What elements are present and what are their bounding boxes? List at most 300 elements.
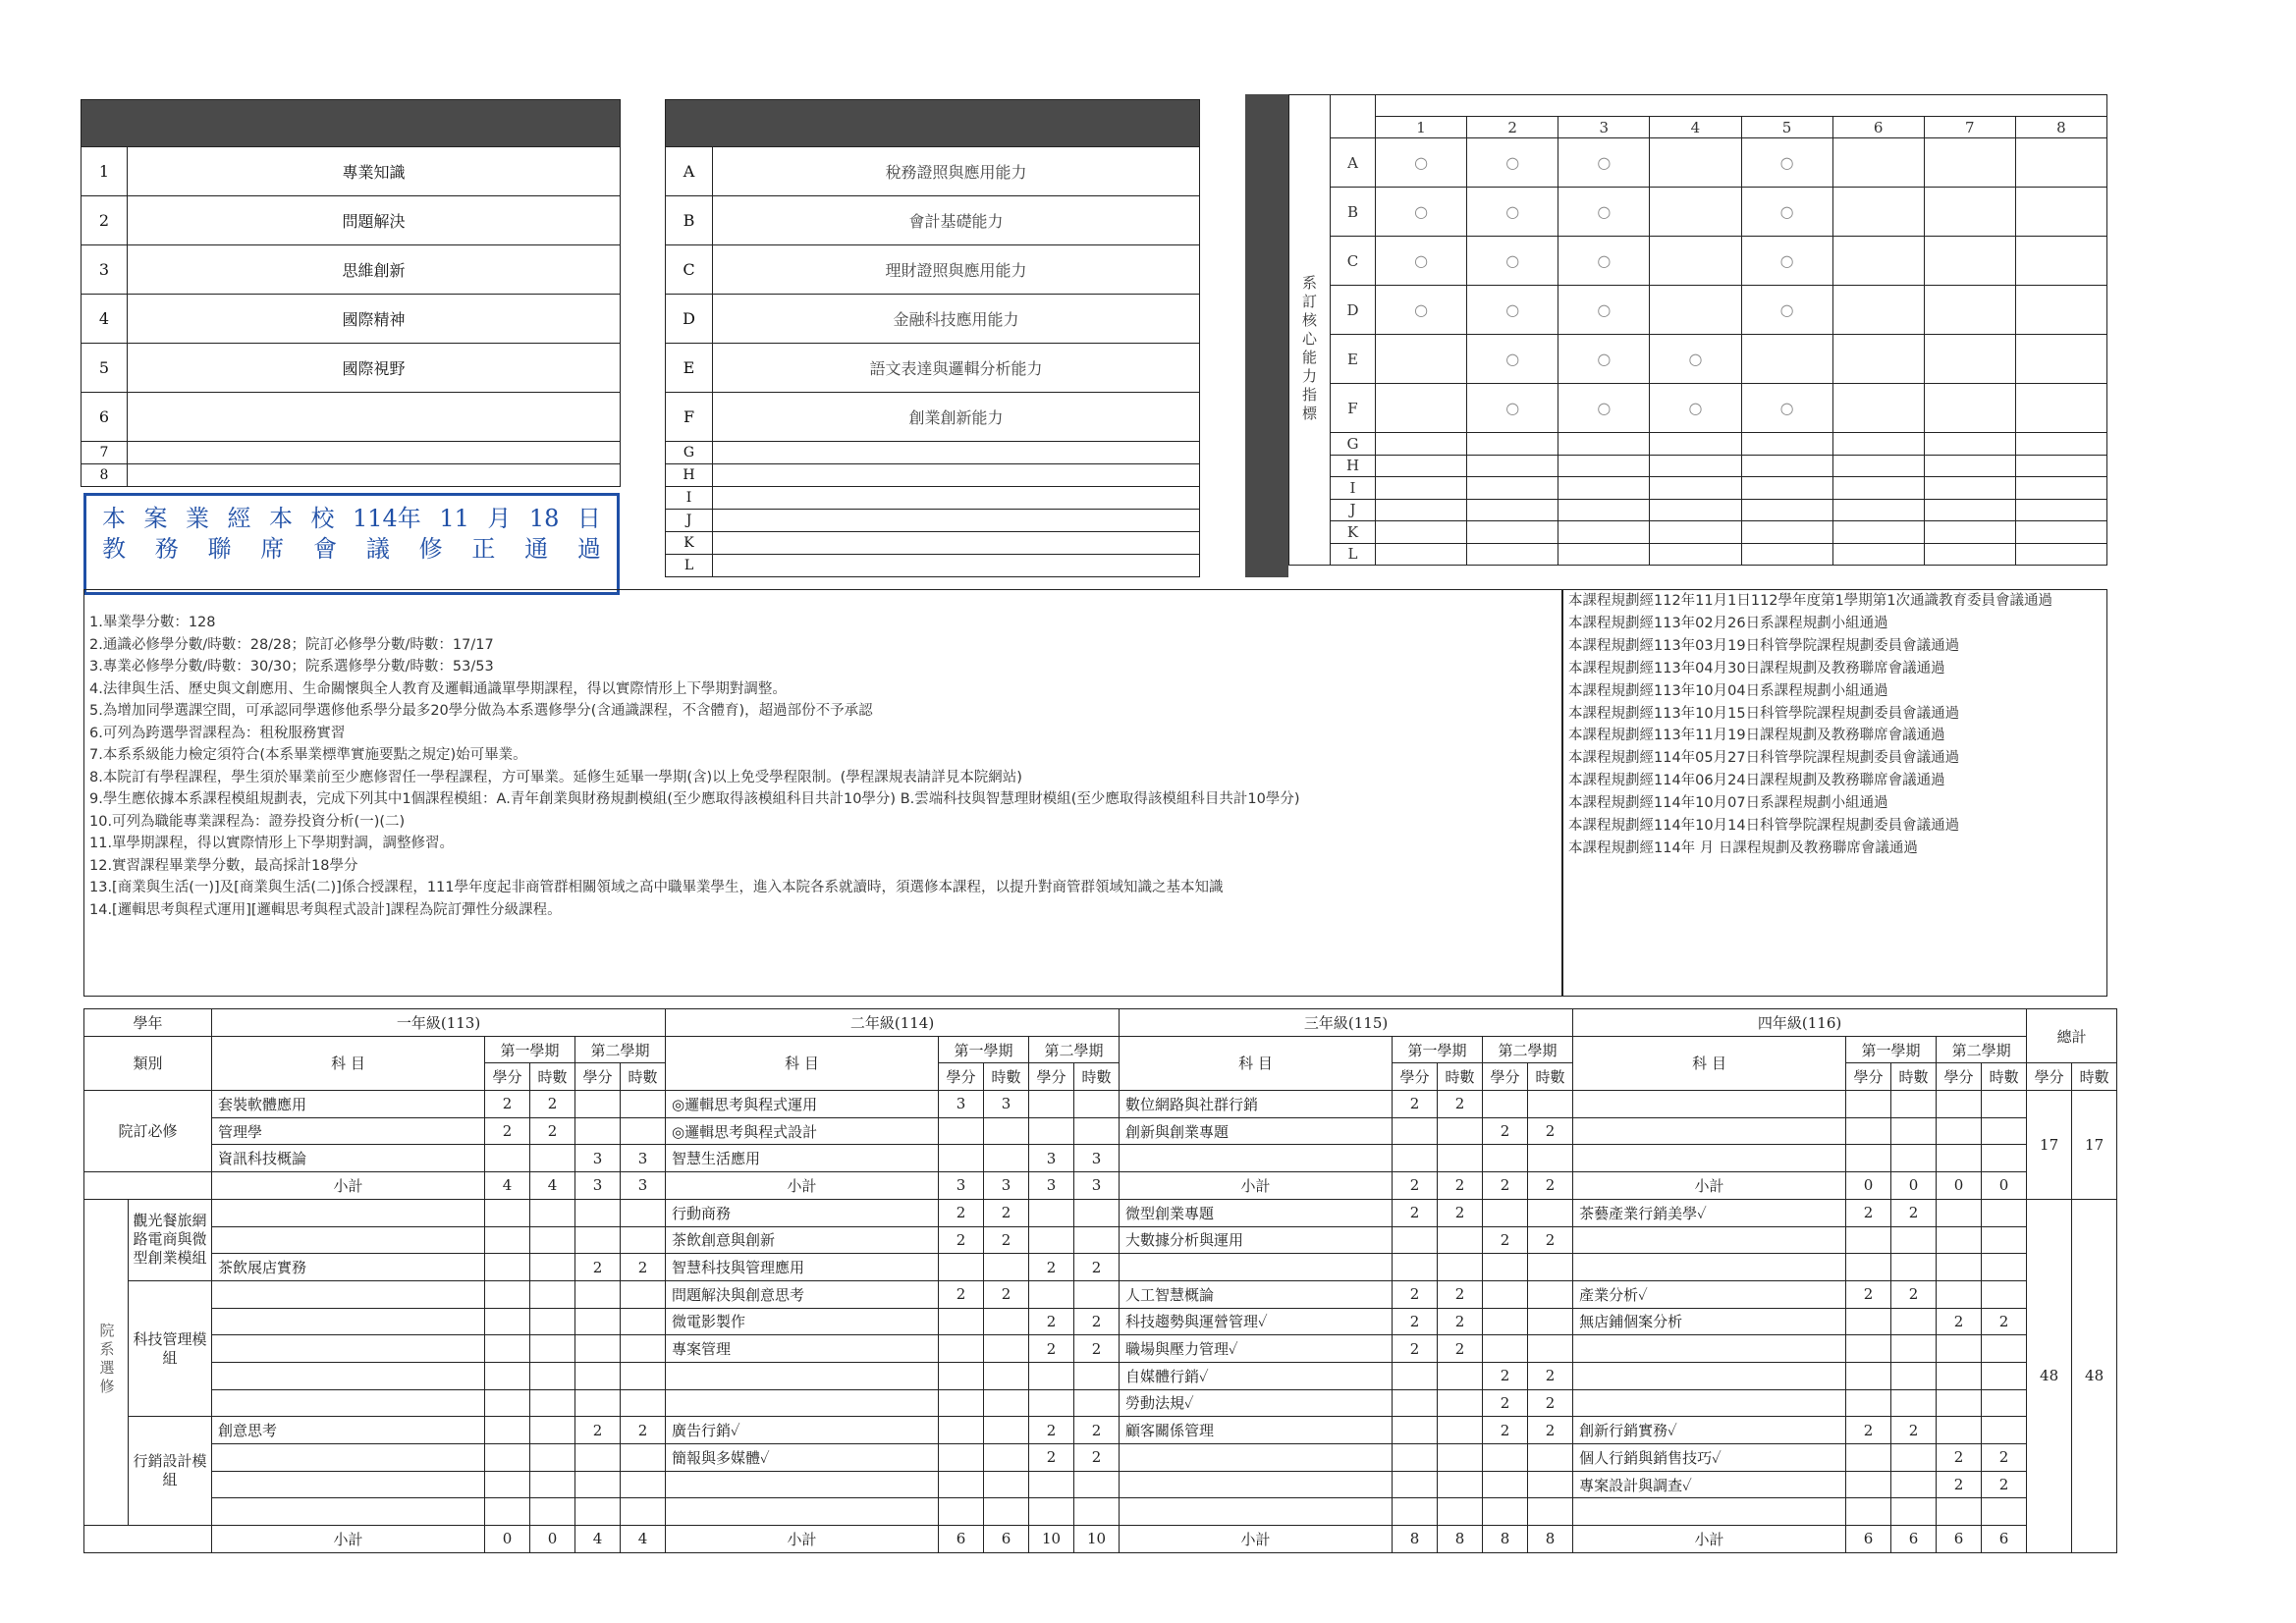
course-value: 2 (485, 1117, 530, 1145)
sem1-header: 第一學期 (1393, 1036, 1483, 1063)
course-value: 2 (1029, 1417, 1074, 1444)
course-value (939, 1145, 984, 1172)
course-value (575, 1389, 621, 1417)
matrix-cell (1376, 543, 1467, 566)
course-value: 3 (1074, 1145, 1120, 1172)
credit-header: 學分 (2027, 1063, 2072, 1091)
matrix-cell (2015, 384, 2106, 433)
course-name: 大數據分析與運用 (1120, 1226, 1393, 1254)
goal-number: 2 (82, 196, 128, 245)
course-name (1573, 1335, 1846, 1363)
sem2-header: 第二學期 (1029, 1036, 1120, 1063)
note-item: 4.法律與生活、歷史與文創應用、生命關懷與全人教育及邏輯通識單學期課程，得以實際情形上下學期對調整。 (89, 680, 787, 697)
course-name: 資訊科技概論 (212, 1145, 485, 1172)
matrix-cell (1650, 455, 1741, 477)
course-value (1074, 1498, 1120, 1526)
elective-group (84, 1199, 129, 1525)
course-value: 2 (1438, 1335, 1483, 1363)
matrix-cell (1376, 477, 1467, 500)
matrix-cell (1741, 335, 1832, 384)
matrix-cell (1741, 521, 1832, 544)
course-row (84, 1091, 2117, 1118)
course-value (1438, 1389, 1483, 1417)
subtotal-value: 10 (1029, 1526, 1074, 1553)
course-value: 2 (984, 1226, 1029, 1254)
course-value (575, 1280, 621, 1308)
year-label: 一年級(113) (212, 1009, 666, 1037)
course-value (621, 1308, 666, 1335)
abilities-header (666, 100, 1200, 147)
course-value: 2 (939, 1226, 984, 1254)
matrix-cell (1924, 521, 2015, 544)
goal-text: 思維創新 (128, 245, 621, 295)
subtotal-value: 6 (1846, 1526, 1891, 1553)
ability-text: 稅務證照與應用能力 (713, 147, 1200, 196)
matrix-cell (2015, 521, 2106, 544)
hours-header: 時數 (621, 1063, 666, 1091)
course-value (485, 1498, 530, 1526)
course-value (575, 1117, 621, 1145)
matrix-row (1289, 477, 2107, 500)
course-value: 2 (1528, 1362, 1573, 1389)
course-value (939, 1389, 984, 1417)
course-value (1029, 1280, 1074, 1308)
matrix-col-label: 1 (1376, 117, 1467, 138)
matrix-cell (1924, 477, 2015, 500)
course-row (84, 1362, 2117, 1389)
course-value (984, 1417, 1029, 1444)
course-value (1483, 1335, 1528, 1363)
matrix-cell (2015, 477, 2106, 500)
note-item: 9.學生應依據本系課程模組規劃表，完成下列其中1個課程模組：A.青年創業與財務規劃模組(至少應取得該模組科目共計10學分) B.雲端科技與智慧理財模組(至少應取得該模組科目共計10學分) (89, 791, 1300, 807)
course-value (485, 1389, 530, 1417)
credit-header: 學分 (1029, 1063, 1074, 1091)
course-value (984, 1362, 1029, 1389)
course-value: 3 (984, 1091, 1029, 1118)
matrix-cell (1741, 499, 1832, 521)
course-value (1438, 1498, 1483, 1526)
course-value (1891, 1226, 1937, 1254)
matrix-row-group-label: 系訂核心能力指標 (1300, 274, 1318, 424)
subtotal-label: 小計 (212, 1526, 485, 1553)
matrix-row-label: E (1331, 335, 1376, 384)
matrix-row-label: C (1331, 237, 1376, 286)
stamp-char: 本 (269, 505, 293, 532)
course-name: 自媒體行銷✓ (1120, 1362, 1393, 1389)
course-value: 2 (1982, 1444, 2027, 1472)
sem1-header: 第一學期 (939, 1036, 1029, 1063)
stamp-char: 正 (471, 535, 496, 563)
subtotal-value: 0 (1982, 1172, 2027, 1200)
course-name (1120, 1444, 1393, 1472)
matrix-cell (1832, 188, 1924, 237)
course-value (485, 1199, 530, 1226)
course-value (1891, 1362, 1937, 1389)
ability-code: L (666, 555, 713, 577)
course-value (1438, 1444, 1483, 1472)
course-value (984, 1145, 1029, 1172)
course-name (212, 1308, 485, 1335)
ability-text: 創業創新能力 (713, 393, 1200, 442)
course-value: 2 (575, 1254, 621, 1281)
course-row (84, 1199, 2117, 1226)
course-value: 2 (1029, 1335, 1074, 1363)
course-value (1074, 1226, 1120, 1254)
subtotal-value: 6 (939, 1526, 984, 1553)
total-credit: 48 (2027, 1199, 2072, 1552)
stamp-char: 11 (439, 505, 469, 532)
course-value (1891, 1444, 1937, 1472)
ability-row (666, 487, 1200, 510)
course-value: 2 (1074, 1308, 1120, 1335)
course-row (84, 1444, 2117, 1472)
course-value: 2 (1074, 1254, 1120, 1281)
subtotal-value: 2 (1438, 1172, 1483, 1200)
course-value (575, 1471, 621, 1498)
course-value: 2 (939, 1199, 984, 1226)
matrix-row-group (1289, 138, 1331, 566)
ability-code: H (666, 464, 713, 487)
course-value (1937, 1091, 1982, 1118)
approval-item: 本課程規劃經114年06月24日課程規劃及教務聯席會議通過 (1568, 773, 1945, 789)
course-name (212, 1362, 485, 1389)
stamp-char: 修 (418, 535, 443, 563)
course-value (1483, 1308, 1528, 1335)
approval-item: 本課程規劃經112年11月1日112學年度第1學期第1次通識教育委員會議通過 (1568, 593, 2052, 609)
matrix-cell (1832, 543, 1924, 566)
matrix-cell (1924, 335, 2015, 384)
course-value (621, 1226, 666, 1254)
ability-code: I (666, 487, 713, 510)
note-item: 14.[邏輯思考與程式運用][邏輯思考與程式設計]課程為院訂彈性分級課程。 (89, 901, 562, 918)
matrix-cell (1832, 433, 1924, 456)
course-value (621, 1091, 666, 1118)
approval-item: 本課程規劃經114年10月14日科管學院課程規劃委員會議通過 (1568, 818, 1960, 835)
matrix-cell: ○ (1467, 384, 1558, 433)
course-row (84, 1498, 2117, 1526)
subtotal-row (84, 1172, 2117, 1200)
course-name: 顧客關係管理 (1120, 1417, 1393, 1444)
course-value (1483, 1280, 1528, 1308)
course-row (84, 1145, 2117, 1172)
course-value: 2 (1483, 1226, 1528, 1254)
matrix-cell: ○ (1467, 138, 1558, 188)
matrix-cell (2015, 335, 2106, 384)
matrix-cell: ○ (1376, 138, 1467, 188)
hours-header: 時數 (530, 1063, 575, 1091)
hours-header: 時數 (984, 1063, 1029, 1091)
matrix-cell (1832, 286, 1924, 335)
subtotal-value: 8 (1483, 1526, 1528, 1553)
course-name (1573, 1498, 1846, 1526)
subtotal-value: 6 (984, 1526, 1029, 1553)
matrix-cell (1650, 499, 1741, 521)
subtotal-value: 4 (485, 1172, 530, 1200)
matrix-cell (1924, 188, 2015, 237)
stamp-char: 校 (310, 505, 335, 532)
subtotal-value: 0 (530, 1526, 575, 1553)
course-value: 2 (621, 1417, 666, 1444)
course-value (485, 1226, 530, 1254)
course-value: 2 (1982, 1308, 2027, 1335)
course-name: 問題解決與創意思考 (666, 1280, 939, 1308)
stamp-char: 本 (102, 505, 126, 532)
stamp-char: 通 (524, 535, 549, 563)
course-value (621, 1280, 666, 1308)
course-value: 3 (939, 1091, 984, 1118)
course-value (1393, 1498, 1438, 1526)
matrix-cell (1650, 237, 1741, 286)
ability-row (666, 147, 1200, 196)
course-value (1438, 1145, 1483, 1172)
course-row (84, 1417, 2117, 1444)
note-item: 8.本院訂有學程課程，學生須於畢業前至少應修習任一學程課程，方可畢業。延修生延畢一學期(含)以上免受學程限制。(學程課規表請詳見本院網站) (89, 769, 1022, 785)
course-value: 2 (1528, 1389, 1573, 1417)
course-value (530, 1308, 575, 1335)
course-value (485, 1254, 530, 1281)
ability-row (666, 442, 1200, 464)
total-credit: 17 (2027, 1091, 2072, 1200)
matrix-cell (1650, 477, 1741, 500)
course-value: 2 (621, 1254, 666, 1281)
ability-row (666, 196, 1200, 245)
course-value (1891, 1091, 1937, 1118)
course-value (1483, 1444, 1528, 1472)
course-value (485, 1362, 530, 1389)
course-value (1891, 1254, 1937, 1281)
blank-cell (84, 1172, 212, 1200)
course-value (1846, 1389, 1891, 1417)
course-value (530, 1280, 575, 1308)
matrix-cell (1558, 543, 1650, 566)
matrix-cell (2015, 286, 2106, 335)
matrix-cell (1832, 335, 1924, 384)
ability-row (666, 344, 1200, 393)
course-row (84, 1226, 2117, 1254)
course-value (1982, 1199, 2027, 1226)
course-name (212, 1199, 485, 1226)
course-value (1982, 1498, 2027, 1526)
stamp-char: 案 (143, 505, 168, 532)
matrix-row (1289, 499, 2107, 521)
subtotal-value: 6 (1937, 1526, 1982, 1553)
course-value (1029, 1091, 1074, 1118)
course-value (621, 1362, 666, 1389)
ability-text: 會計基礎能力 (713, 196, 1200, 245)
course-name (1573, 1254, 1846, 1281)
ability-code: B (666, 196, 713, 245)
course-value (530, 1417, 575, 1444)
course-name: 微型創業專題 (1120, 1199, 1393, 1226)
course-value (1029, 1117, 1074, 1145)
approval-item: 本課程規劃經114年05月27日科管學院課程規劃委員會議通過 (1568, 750, 1960, 767)
course-value (1483, 1498, 1528, 1526)
course-name: 職場與壓力管理✓ (1120, 1335, 1393, 1363)
matrix-cell: ○ (1376, 237, 1467, 286)
course-value (939, 1498, 984, 1526)
course-value (1528, 1471, 1573, 1498)
course-value (1982, 1117, 2027, 1145)
note-item: 3.專業必修學分數/時數：30/30；院系選修學分數/時數：53/53 (89, 659, 494, 675)
course-value (1393, 1362, 1438, 1389)
course-value (1846, 1091, 1891, 1118)
matrix-cell (1467, 499, 1558, 521)
credit-header: 學分 (485, 1063, 530, 1091)
course-value (1937, 1117, 1982, 1145)
matrix-cell (1376, 521, 1467, 544)
matrix-cell (1741, 455, 1832, 477)
course-name: ◎邏輯思考與程式運用 (666, 1091, 939, 1118)
course-value: 2 (1029, 1308, 1074, 1335)
total-hours: 48 (2072, 1199, 2117, 1552)
subject-header: 科 目 (1120, 1036, 1393, 1090)
subtotal-label: 小計 (212, 1172, 485, 1200)
course-name (1120, 1145, 1393, 1172)
course-value: 2 (1393, 1199, 1438, 1226)
note-item: 13.[商業與生活(一)]及[商業與生活(二)]係合授課程，111學年度起非商管群相關領域之高中職畢業學生，進入本院各系就讀時，須選修本課程，以提升對商管群領域知識之基本知識 (89, 880, 1224, 895)
course-value (1393, 1254, 1438, 1281)
subtotal-value: 3 (939, 1172, 984, 1200)
matrix-cell (1650, 188, 1741, 237)
course-value: 2 (1891, 1280, 1937, 1308)
credit-header: 學分 (939, 1063, 984, 1091)
hours-header: 時數 (1891, 1063, 1937, 1091)
matrix-cell (1924, 384, 2015, 433)
blank-cell (84, 1526, 212, 1553)
subtotal-value: 2 (1393, 1172, 1438, 1200)
matrix-cell: ○ (1558, 237, 1650, 286)
matrix-cell (1650, 521, 1741, 544)
matrix-cell (1650, 433, 1741, 456)
course-value (1937, 1335, 1982, 1363)
matrix-row (1289, 384, 2107, 433)
matrix-cell (1924, 286, 2015, 335)
course-name: 數位網路與社群行銷 (1120, 1091, 1393, 1118)
matrix-col-label: 2 (1467, 117, 1558, 138)
sem2-header: 第二學期 (1937, 1036, 2027, 1063)
subtotal-label: 小計 (1120, 1526, 1393, 1553)
course-name (212, 1389, 485, 1417)
note-item: 5.為增加同學選課空間，可承認同學選修他系學分最多20學分做為本系選修學分(含通識課程，不含體育)，超過部份不予承認 (89, 703, 873, 719)
course-value (1891, 1308, 1937, 1335)
ability-text (713, 510, 1200, 532)
course-value (1846, 1145, 1891, 1172)
credit-header: 學分 (1937, 1063, 1982, 1091)
matrix-row (1289, 433, 2107, 456)
matrix-cell (2015, 499, 2106, 521)
matrix-cell (2015, 237, 2106, 286)
goal-row (82, 295, 621, 344)
subtotal-value: 4 (575, 1526, 621, 1553)
course-value (939, 1308, 984, 1335)
sem1-header: 第一學期 (1846, 1036, 1937, 1063)
course-value: 2 (1937, 1308, 1982, 1335)
course-value: 2 (1891, 1199, 1937, 1226)
course-value: 2 (1074, 1335, 1120, 1363)
matrix-cell: ○ (1558, 335, 1650, 384)
matrix-cell (1832, 499, 1924, 521)
course-value (1528, 1199, 1573, 1226)
course-value (939, 1417, 984, 1444)
course-value (1846, 1254, 1891, 1281)
course-value (1528, 1335, 1573, 1363)
course-value (984, 1498, 1029, 1526)
course-value (1528, 1091, 1573, 1118)
course-value (575, 1308, 621, 1335)
approval-item: 本課程規劃經113年10月15日科管學院課程規劃委員會議通過 (1568, 705, 1960, 722)
course-value (530, 1335, 575, 1363)
course-value (575, 1091, 621, 1118)
subtotal-value: 8 (1393, 1526, 1438, 1553)
course-name (212, 1471, 485, 1498)
subtotal-value: 8 (1528, 1526, 1573, 1553)
course-value (1074, 1389, 1120, 1417)
course-name: 智慧生活應用 (666, 1145, 939, 1172)
course-name (1120, 1498, 1393, 1526)
course-value (1982, 1280, 2027, 1308)
course-value (621, 1389, 666, 1417)
course-name: 產業分析✓ (1573, 1280, 1846, 1308)
goal-row (82, 393, 621, 442)
course-value (1982, 1335, 2027, 1363)
matrix-cell (1832, 138, 1924, 188)
course-value: 2 (939, 1280, 984, 1308)
matrix-cell (1741, 477, 1832, 500)
subtotal-value: 3 (1029, 1172, 1074, 1200)
course-value: 3 (621, 1145, 666, 1172)
course-value: 2 (1393, 1280, 1438, 1308)
course-value (575, 1362, 621, 1389)
stamp-char: 席 (260, 535, 285, 563)
course-value (1528, 1145, 1573, 1172)
matrix-col-label: 6 (1832, 117, 1924, 138)
matrix-cell (1558, 499, 1650, 521)
course-name: 簡報與多媒體✓ (666, 1444, 939, 1472)
course-value (1074, 1280, 1120, 1308)
year-label: 三年級(115) (1120, 1009, 1573, 1037)
course-value (1846, 1498, 1891, 1526)
matrix-cell: ○ (1558, 138, 1650, 188)
course-value (1937, 1417, 1982, 1444)
required-label: 院訂必修 (84, 1091, 212, 1172)
approval-item: 本課程規劃經114年10月07日系課程規劃小組通過 (1568, 795, 1888, 812)
goal-number: 1 (82, 147, 128, 196)
education-goals-table (81, 99, 621, 487)
matrix-cell (1650, 138, 1741, 188)
course-value (1438, 1471, 1483, 1498)
course-name (212, 1444, 485, 1472)
course-value (575, 1199, 621, 1226)
course-value (530, 1444, 575, 1472)
matrix-cell: ○ (1741, 286, 1832, 335)
matrix-cell (2015, 138, 2106, 188)
matrix-col-label: 3 (1558, 117, 1650, 138)
course-name: 人工智慧概論 (1120, 1280, 1393, 1308)
goal-text: 專業知識 (128, 147, 621, 196)
course-value (1937, 1145, 1982, 1172)
subtotal-label: 小計 (1573, 1526, 1846, 1553)
matrix-cell: ○ (1467, 286, 1558, 335)
course-value: 2 (1937, 1444, 1982, 1472)
goal-number: 5 (82, 344, 128, 393)
course-value: 2 (530, 1117, 575, 1145)
course-value (530, 1199, 575, 1226)
matrix-cell: ○ (1741, 188, 1832, 237)
goal-number: 8 (82, 464, 128, 487)
header-row (84, 1036, 2117, 1063)
course-value: 2 (1438, 1280, 1483, 1308)
ability-row (666, 393, 1200, 442)
